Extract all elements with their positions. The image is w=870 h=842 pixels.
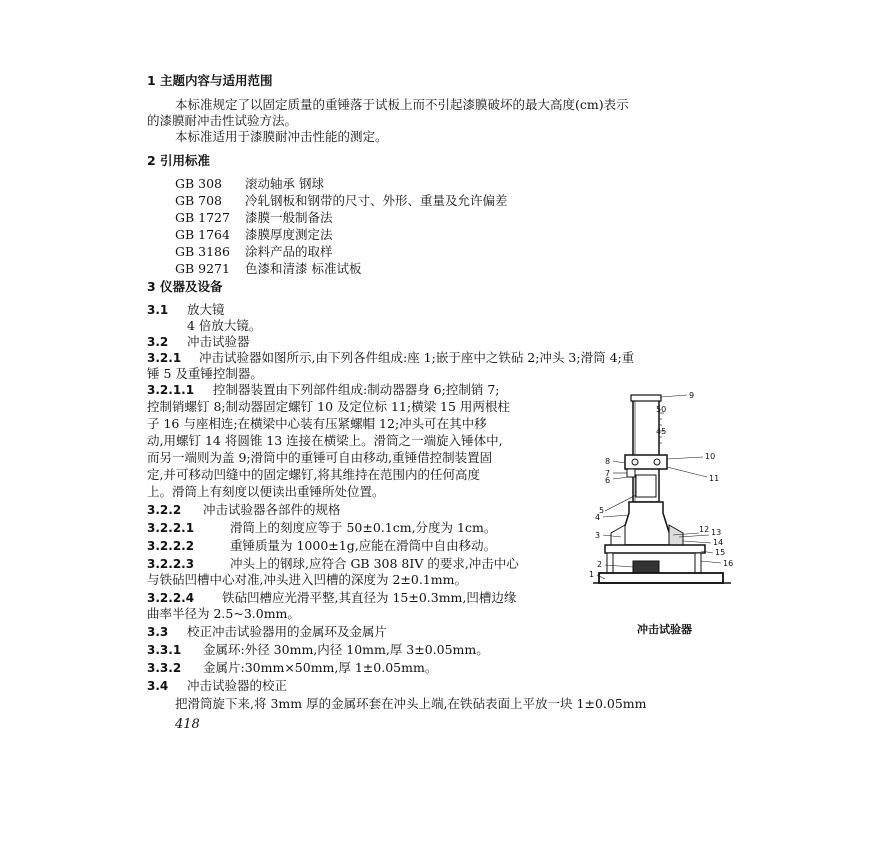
reference-item: GB 308 滚动轴承 钢球 <box>175 176 324 191</box>
impact-tester-figure <box>585 385 745 605</box>
section-1-para-1a: 本标准规定了以固定质量的重锤落于试板上而不引起漆膜破坏的最大高度(cm)表示 <box>175 97 629 112</box>
clause-3-2-1-1-line: 动,用螺钉 14 将圆锥 13 连接在横梁上。滑筒之一端旋入锤体中, <box>147 433 503 448</box>
section-1-para-2: 本标准适用于漆膜耐冲击性能的测定。 <box>175 129 388 144</box>
reference-item: GB 1764 漆膜厚度测定法 <box>175 227 333 242</box>
part-label: 3 <box>595 531 601 540</box>
part-label: 13 <box>711 528 722 537</box>
clause-3-2-2-3-text-a: 冲头上的钢球,应符合 GB 308 8IV 的要求,冲击中心 <box>230 556 519 571</box>
reference-item: GB 708 冷轧钢板和钢带的尺寸、外形、重量及允许偏差 <box>175 193 508 208</box>
page-number: 418 <box>175 717 200 732</box>
clause-3-3-2-number: 3.3.2 <box>147 661 182 675</box>
clause-3-2-2-4-number: 3.2.2.4 <box>147 591 195 605</box>
clause-3-1-text: 4 倍放大镜。 <box>187 318 262 333</box>
part-label: 4 <box>595 513 601 522</box>
reference-item: GB 9271 色漆和清漆 标准试板 <box>175 261 362 276</box>
part-label: 16 <box>723 559 734 568</box>
clause-3-1-number: 3.1 <box>147 303 169 317</box>
section-1-heading: 1 主题内容与适用范围 <box>147 73 273 88</box>
clause-3-2-number: 3.2 <box>147 335 169 349</box>
clause-3-2-2-1-text: 滑筒上的刻度应等于 50±0.1cm,分度为 1cm。 <box>230 520 497 535</box>
part-label: 9 <box>689 391 695 400</box>
clause-3-4-number: 3.4 <box>147 679 169 693</box>
clause-3-2-1-text-b: 锤 5 及重锤控制器。 <box>147 366 263 381</box>
part-label: 2 <box>597 560 603 569</box>
clause-3-2-2-1-number: 3.2.2.1 <box>147 521 195 535</box>
clause-3-2-2-4-text-a: 铁砧凹槽应光滑平整,其直径为 15±0.3mm,凹槽边缘 <box>222 590 517 605</box>
clause-3-2-2-3-text-b: 与铁砧凹槽中心对准,冲头进入凹槽的深度为 2±0.1mm。 <box>147 572 467 587</box>
part-label: 7 <box>605 469 611 478</box>
part-label: 8 <box>605 457 611 466</box>
part-label: 14 <box>713 538 724 547</box>
clause-3-2-1-text-a: 冲击试验器如图所示,由下列各件组成:座 1;嵌于座中之铁砧 2;冲头 3;滑筒 4;重 <box>199 350 635 365</box>
clause-3-3-2-text: 金属片:30mm×50mm,厚 1±0.05mm。 <box>203 660 438 675</box>
clause-3-2-1-number: 3.2.1 <box>147 351 182 365</box>
clause-3-2-2-2-number: 3.2.2.2 <box>147 539 195 553</box>
clause-3-2-1-1-line: 定,并可移动凹缝中的固定螺钉,将其维持在范围内的任何高度 <box>147 467 480 482</box>
clause-3-2-2-4-text-b: 曲率半径为 2.5~3.0mm。 <box>147 606 300 621</box>
clause-3-2-2-2-text: 重锤质量为 1000±1g,应能在滑筒中自由移动。 <box>230 538 497 553</box>
clause-3-2-1-1-number: 3.2.1.1 <box>147 383 195 397</box>
figure-caption: 冲击试验器 <box>637 623 692 636</box>
clause-3-2-2-3-number: 3.2.2.3 <box>147 557 195 571</box>
part-label: 11 <box>709 474 720 483</box>
part-label: 6 <box>605 476 611 485</box>
clause-3-2-2-number: 3.2.2 <box>147 503 182 517</box>
reference-item: GB 3186 涂料产品的取样 <box>175 244 333 259</box>
clause-3-2-2-title: 冲击试验器各部件的规格 <box>203 502 341 517</box>
clause-3-1-title: 放大镜 <box>187 302 225 317</box>
clause-3-3-number: 3.3 <box>147 625 169 639</box>
part-label: 12 <box>699 525 710 534</box>
part-label: 1 <box>589 570 595 579</box>
clause-3-2-1-1-line: 子 16 与座相连;在横梁中心装有压紧螺帽 12;冲头可在其中移 <box>147 416 487 431</box>
part-label: 15 <box>715 548 726 557</box>
clause-3-3-1-number: 3.3.1 <box>147 643 182 657</box>
clause-3-2-1-1-line: 上。滑筒上有刻度以便读出重锤所处位置。 <box>147 484 385 499</box>
section-3-heading: 3 仪器及设备 <box>147 279 223 294</box>
clause-3-2-1-1-line: 控制器装置由下列部件组成:制动器器身 6;控制销 7; <box>213 382 500 397</box>
clause-3-2-title: 冲击试验器 <box>187 334 250 349</box>
clause-3-4-text: 把滑筒旋下来,将 3mm 厚的金属环套在冲头上端,在铁砧表面上平放一块 1±0.05mm <box>175 696 647 711</box>
clause-3-2-1-1-line: 控制销螺钉 8;制动器固定螺钉 10 及定位标 11;横梁 15 用两根柱 <box>147 399 510 414</box>
reference-item: GB 1727 漆膜一般制备法 <box>175 210 333 225</box>
clause-3-3-1-text: 金属环:外径 30mm,内径 10mm,厚 3±0.05mm。 <box>203 642 489 657</box>
section-2-heading: 2 引用标准 <box>147 153 211 168</box>
scale-label-50: 50 <box>656 405 667 414</box>
clause-3-4-title: 冲击试验器的校正 <box>187 678 288 693</box>
clause-3-3-title: 校正冲击试验器用的金属环及金属片 <box>187 624 388 639</box>
clause-3-2-1-1-line: 而另一端则为盖 9;滑筒中的重锤可自由移动,重锤借控制装置固 <box>147 450 493 465</box>
part-label: 10 <box>705 452 716 461</box>
section-1-para-1b: 的漆膜耐冲击性试验方法。 <box>147 113 298 128</box>
scale-label-45: 45 <box>656 427 667 436</box>
part-label: 5 <box>599 506 605 515</box>
